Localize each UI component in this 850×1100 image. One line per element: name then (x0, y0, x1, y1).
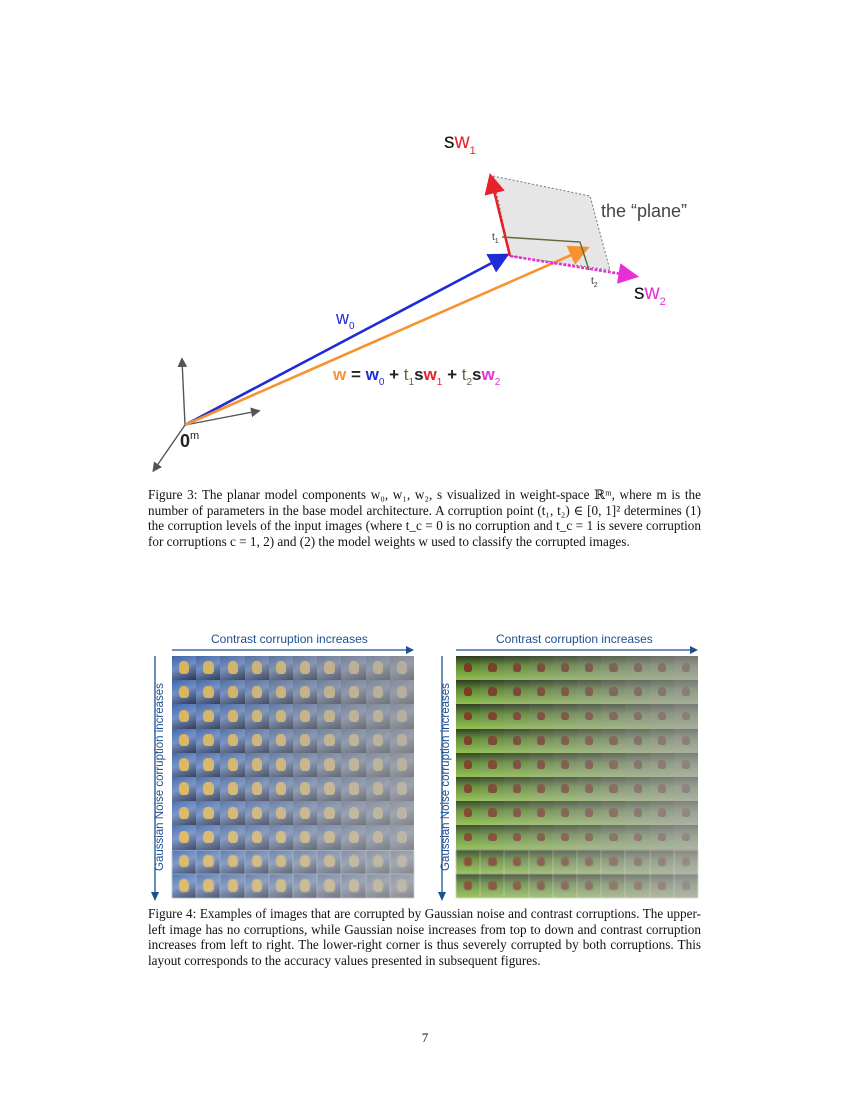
left-panel-side-label: Gaussian Noise corruption increases (154, 683, 166, 871)
image-thumbnail (172, 753, 196, 777)
right-panel-side-label: Gaussian Noise corruption increases (440, 683, 452, 871)
image-thumbnail (480, 729, 504, 753)
image-thumbnail (625, 777, 649, 801)
image-thumbnail (456, 704, 480, 728)
figure-4 (140, 628, 720, 903)
image-thumbnail (172, 680, 196, 704)
image-thumbnail (366, 850, 390, 874)
image-thumbnail (480, 656, 504, 680)
image-thumbnail (220, 753, 244, 777)
image-thumbnail (245, 874, 269, 898)
image-thumbnail (650, 874, 674, 898)
image-thumbnail (220, 680, 244, 704)
image-thumbnail (220, 729, 244, 753)
image-thumbnail (341, 777, 365, 801)
t1-label: $t_1$ (492, 232, 499, 245)
image-thumbnail (625, 704, 649, 728)
image-thumbnail (601, 825, 625, 849)
image-thumbnail (269, 680, 293, 704)
page-number: 7 (421, 1030, 429, 1045)
figure-3-caption (148, 487, 701, 549)
image-thumbnail (504, 680, 528, 704)
image-thumbnail (269, 656, 293, 680)
image-thumbnail (390, 777, 414, 801)
image-thumbnail (220, 874, 244, 898)
image-thumbnail (341, 801, 365, 825)
figure-4-caption-label: Figure 4: (148, 906, 197, 921)
image-thumbnail (674, 801, 698, 825)
image-thumbnail (245, 850, 269, 874)
image-thumbnail (577, 825, 601, 849)
image-thumbnail (366, 680, 390, 704)
image-thumbnail (480, 704, 504, 728)
image-thumbnail (480, 850, 504, 874)
right-panel-top-label: Contrast corruption increases (496, 632, 653, 646)
image-thumbnail (269, 777, 293, 801)
image-thumbnail (674, 777, 698, 801)
image-thumbnail (650, 801, 674, 825)
image-thumbnail (529, 656, 553, 680)
image-thumbnail (220, 801, 244, 825)
image-thumbnail (504, 704, 528, 728)
image-thumbnail (529, 704, 553, 728)
image-thumbnail (529, 753, 553, 777)
image-thumbnail (341, 656, 365, 680)
image-thumbnail (601, 680, 625, 704)
equation-label: $w = w_0 + t_1sw_1 + t_2sw_2$ (333, 365, 501, 388)
image-thumbnail (196, 777, 220, 801)
image-thumbnail (456, 680, 480, 704)
image-thumbnail (625, 729, 649, 753)
image-thumbnail (390, 825, 414, 849)
image-thumbnail (293, 753, 317, 777)
image-thumbnail (366, 825, 390, 849)
image-thumbnail (317, 801, 341, 825)
image-thumbnail (341, 850, 365, 874)
image-thumbnail (674, 656, 698, 680)
image-thumbnail (196, 825, 220, 849)
image-thumbnail (341, 704, 365, 728)
image-thumbnail (172, 777, 196, 801)
image-thumbnail (577, 874, 601, 898)
image-thumbnail (650, 656, 674, 680)
image-thumbnail (341, 874, 365, 898)
image-thumbnail (366, 656, 390, 680)
image-thumbnail (504, 825, 528, 849)
image-thumbnail (674, 680, 698, 704)
image-thumbnail (172, 825, 196, 849)
image-thumbnail (390, 680, 414, 704)
image-thumbnail (172, 801, 196, 825)
image-thumbnail (456, 825, 480, 849)
image-thumbnail (456, 729, 480, 753)
image-thumbnail (293, 825, 317, 849)
image-thumbnail (269, 729, 293, 753)
image-thumbnail (601, 874, 625, 898)
figure-4-caption (148, 906, 701, 968)
image-thumbnail (625, 753, 649, 777)
image-thumbnail (553, 656, 577, 680)
image-thumbnail (293, 874, 317, 898)
image-thumbnail (172, 874, 196, 898)
image-thumbnail (196, 753, 220, 777)
image-thumbnail (601, 753, 625, 777)
image-thumbnail (529, 777, 553, 801)
right-image-grid (456, 656, 698, 898)
image-thumbnail (366, 874, 390, 898)
w0-label: $w_0$ (336, 308, 355, 332)
image-thumbnail (601, 704, 625, 728)
image-thumbnail (172, 729, 196, 753)
image-thumbnail (269, 874, 293, 898)
image-thumbnail (553, 874, 577, 898)
image-thumbnail (245, 656, 269, 680)
image-thumbnail (293, 729, 317, 753)
image-thumbnail (172, 656, 196, 680)
image-thumbnail (245, 729, 269, 753)
image-thumbnail (650, 680, 674, 704)
image-thumbnail (553, 704, 577, 728)
image-thumbnail (504, 656, 528, 680)
image-thumbnail (577, 656, 601, 680)
image-thumbnail (480, 874, 504, 898)
image-thumbnail (504, 850, 528, 874)
image-thumbnail (317, 874, 341, 898)
image-thumbnail (601, 801, 625, 825)
image-thumbnail (245, 753, 269, 777)
image-thumbnail (577, 777, 601, 801)
image-thumbnail (650, 777, 674, 801)
plane-label: the “plane” (601, 201, 688, 221)
image-thumbnail (625, 850, 649, 874)
image-thumbnail (293, 777, 317, 801)
image-thumbnail (366, 801, 390, 825)
image-thumbnail (504, 801, 528, 825)
image-thumbnail (650, 825, 674, 849)
image-thumbnail (480, 777, 504, 801)
t2-label: $t_2$ (591, 276, 598, 289)
image-thumbnail (553, 753, 577, 777)
image-thumbnail (196, 704, 220, 728)
image-thumbnail (601, 777, 625, 801)
image-thumbnail (577, 850, 601, 874)
image-thumbnail (390, 850, 414, 874)
image-thumbnail (650, 753, 674, 777)
figure-3-diagram (140, 120, 730, 480)
image-thumbnail (625, 825, 649, 849)
image-thumbnail (172, 850, 196, 874)
image-thumbnail (529, 874, 553, 898)
image-thumbnail (456, 753, 480, 777)
image-thumbnail (245, 825, 269, 849)
image-thumbnail (577, 704, 601, 728)
image-thumbnail (220, 704, 244, 728)
image-thumbnail (269, 850, 293, 874)
image-thumbnail (390, 704, 414, 728)
image-thumbnail (529, 680, 553, 704)
image-thumbnail (601, 656, 625, 680)
image-thumbnail (293, 801, 317, 825)
image-thumbnail (601, 850, 625, 874)
image-thumbnail (317, 850, 341, 874)
origin-label: 0$^m$ (180, 430, 200, 451)
image-thumbnail (625, 656, 649, 680)
image-thumbnail (504, 753, 528, 777)
right-panel-top-arrow (456, 646, 698, 654)
image-thumbnail (317, 704, 341, 728)
image-thumbnail (577, 801, 601, 825)
image-thumbnail (529, 825, 553, 849)
image-thumbnail (553, 825, 577, 849)
image-thumbnail (293, 704, 317, 728)
image-thumbnail (480, 825, 504, 849)
image-thumbnail (553, 777, 577, 801)
image-thumbnail (245, 801, 269, 825)
image-thumbnail (504, 777, 528, 801)
left-image-grid (172, 656, 414, 898)
image-thumbnail (529, 801, 553, 825)
image-thumbnail (220, 825, 244, 849)
image-thumbnail (220, 850, 244, 874)
image-thumbnail (577, 680, 601, 704)
image-thumbnail (317, 729, 341, 753)
image-thumbnail (553, 850, 577, 874)
image-thumbnail (366, 753, 390, 777)
image-thumbnail (529, 729, 553, 753)
image-thumbnail (245, 777, 269, 801)
image-thumbnail (220, 656, 244, 680)
image-thumbnail (577, 729, 601, 753)
image-thumbnail (196, 850, 220, 874)
image-thumbnail (456, 850, 480, 874)
image-thumbnail (553, 729, 577, 753)
image-thumbnail (601, 729, 625, 753)
image-thumbnail (366, 704, 390, 728)
image-thumbnail (196, 656, 220, 680)
image-thumbnail (390, 753, 414, 777)
image-thumbnail (269, 801, 293, 825)
image-thumbnail (269, 704, 293, 728)
image-thumbnail (456, 656, 480, 680)
image-thumbnail (269, 753, 293, 777)
sw1-label: $sw_1$ (444, 130, 476, 157)
image-thumbnail (172, 704, 196, 728)
figure-3-caption-text: The planar model components w₀, w₁, w₂, s visualized in weight-space ℝᵐ, where m is the number of parameters in the base model architecture. A corruption point (t₁, t₂) ∈ [0, 1]² determines (1) the corruption levels of the input images (where t_c = 0 is no corruption and t_c = 1 is severe corruption for corruptions c = 1, 2) and (2) the model weights w used to classify the corrupted images. (148, 487, 701, 549)
image-thumbnail (674, 753, 698, 777)
figure-4-caption-text: Examples of images that are corrupted by Gaussian noise and contrast corruptions. The upper-left image has no corruptions, while Gaussian noise increases from top to down and contrast corruption increases from left to right. The lower-right corner is thus severely corrupted by both corruptions. This layout corresponds to the accuracy values presented in subsequent figures. (148, 906, 701, 968)
image-thumbnail (220, 777, 244, 801)
image-thumbnail (674, 825, 698, 849)
image-thumbnail (480, 753, 504, 777)
image-thumbnail (341, 825, 365, 849)
image-thumbnail (366, 777, 390, 801)
image-thumbnail (625, 680, 649, 704)
image-thumbnail (480, 680, 504, 704)
image-thumbnail (341, 753, 365, 777)
image-thumbnail (245, 704, 269, 728)
image-thumbnail (390, 729, 414, 753)
image-thumbnail (553, 680, 577, 704)
w-vector (185, 249, 585, 425)
image-thumbnail (341, 680, 365, 704)
sw2-label: $sw_2$ (634, 281, 666, 308)
image-thumbnail (553, 801, 577, 825)
image-thumbnail (196, 729, 220, 753)
image-thumbnail (317, 753, 341, 777)
left-panel-top-arrow (172, 646, 414, 654)
image-thumbnail (245, 680, 269, 704)
image-thumbnail (625, 801, 649, 825)
image-thumbnail (317, 777, 341, 801)
image-thumbnail (480, 801, 504, 825)
image-thumbnail (390, 656, 414, 680)
image-thumbnail (674, 850, 698, 874)
image-thumbnail (390, 874, 414, 898)
image-thumbnail (366, 729, 390, 753)
w0-vector (185, 256, 505, 425)
image-thumbnail (269, 825, 293, 849)
image-thumbnail (196, 801, 220, 825)
image-thumbnail (650, 850, 674, 874)
image-thumbnail (674, 704, 698, 728)
image-thumbnail (674, 729, 698, 753)
image-thumbnail (529, 850, 553, 874)
image-thumbnail (504, 874, 528, 898)
image-thumbnail (456, 874, 480, 898)
image-thumbnail (504, 729, 528, 753)
image-thumbnail (674, 874, 698, 898)
image-thumbnail (650, 729, 674, 753)
image-thumbnail (456, 777, 480, 801)
image-thumbnail (650, 704, 674, 728)
image-thumbnail (577, 753, 601, 777)
figure-3-caption-label: Figure 3: (148, 487, 198, 502)
image-thumbnail (317, 825, 341, 849)
image-thumbnail (317, 680, 341, 704)
image-thumbnail (625, 874, 649, 898)
image-thumbnail (293, 850, 317, 874)
image-thumbnail (196, 680, 220, 704)
image-thumbnail (390, 801, 414, 825)
image-thumbnail (341, 729, 365, 753)
image-thumbnail (456, 801, 480, 825)
image-thumbnail (293, 680, 317, 704)
image-thumbnail (196, 874, 220, 898)
image-thumbnail (293, 656, 317, 680)
image-thumbnail (317, 656, 341, 680)
left-panel-top-label: Contrast corruption increases (211, 632, 368, 646)
